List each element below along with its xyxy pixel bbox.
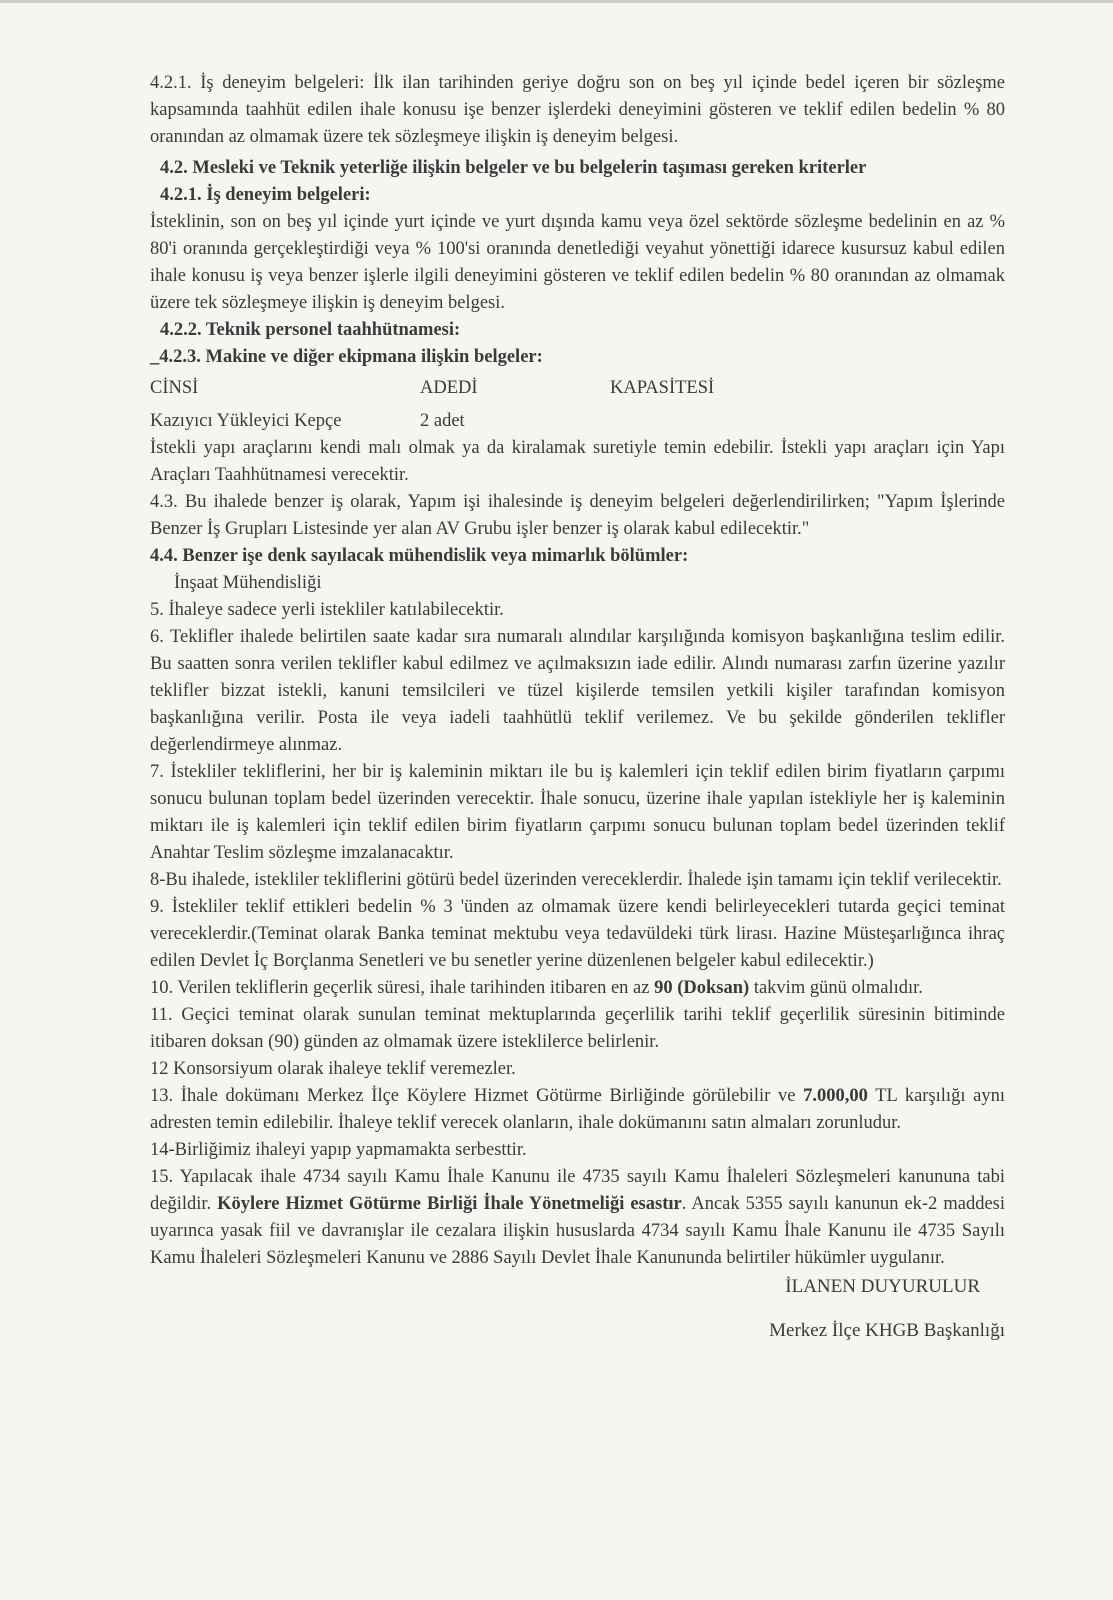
announcement-line: İLANEN DUYURULUR xyxy=(785,1276,980,1297)
scan-edge xyxy=(0,0,1113,3)
paragraph-13-text: 13. İhale dokümanı Merkez İlçe Köylere Hizmet Götürme Birliğinde görülebilir ve xyxy=(150,1086,804,1106)
paragraph-10-text: 10. Verilen tekliflerin geçerlik süresi, ihale tarihinden itibaren en az xyxy=(150,978,655,998)
paragraph-machines: İstekli yapı araçlarını kendi malı olmak ya da kiralamak suretiyle temin edebilir. İstekli yapı araçları için Yapı Araçları Taahhütnamesi verecektir. xyxy=(150,438,1005,485)
paragraph-5: 5. İhaleye sadece yerli istekliler katılabilecektir. xyxy=(150,600,504,620)
heading-4-2-1: 4.2.1. İş deneyim belgeleri: xyxy=(160,185,371,205)
paragraph-10 xyxy=(150,975,1005,1002)
paragraph-14: 14-Birliğimiz ihaleyi yapıp yapmamakta serbesttir. xyxy=(150,1140,527,1160)
paragraph-13-rest: TL karşılığı aynı adresten temin edilebilir. İhaleye teklif verecek olanların, ihale dokümanını satın almaları zorunludur. xyxy=(150,1086,1005,1133)
paragraph-4-2-1-b: İsteklinin, son on beş yıl içinde yurt içinde ve yurt dışında kamu veya özel sektörde sözleşme bedelinin en az % 80'i oranında gerçekleştirdiği veya % 100'si oranında denetlediği veyahut yönettiği idarece kusursuz kabul edilen ihale konusu iş veya benzer işlerle ilgili deneyimini gösteren ve teklif edilen bedelin % 80 oranından az olmamak üzere tek sözleşmeye ilişkin iş deneyim belgesi. xyxy=(150,212,1005,313)
equipment-capacity xyxy=(610,408,810,435)
paragraph-12: 12 Konsorsiyum olarak ihaleye teklif veremezler. xyxy=(150,1059,516,1079)
heading-4-2-2: 4.2.2. Teknik personel taahhütnamesi: xyxy=(160,320,461,340)
paragraph-9: 9. İstekliler teklif ettikleri bedelin % 3 'ünden az olmamak üzere kendi belirleyecekleri tutarda geçici teminat vereceklerdir.(Teminat olarak Banka teminat mektubu veya tedavüldeki türk lirası. Hazine Müsteşarlığınca ihraç edilen Devlet İç Borçlanma Senetleri ve bu senetler yerine düzenlenen belgeler kabul edilecektir.) xyxy=(150,897,1005,971)
issuer-line: Merkez İlçe KHGB Başkanlığı xyxy=(769,1320,1005,1341)
paragraph-4-3: 4.3. Bu ihalede benzer iş olarak, Yapım işi ihalesinde iş deneyim belgeleri değerlendirilirken; "Yapım İşlerinde Benzer İş Grupları Listesinde yer alan AV Grubu işler benzer iş olarak kabul edilecektir." xyxy=(150,492,1005,539)
header-kapasitesi: KAPASİTESİ xyxy=(610,378,715,398)
equipment-table-row xyxy=(150,408,1005,435)
paragraph-15-text: 15. Yapılacak ihale 4734 sayılı Kamu İhale Kanunu ile 4735 sayılı Kamu İhaleleri Sözleşmeleri kanununa tabi değildir. xyxy=(150,1167,1005,1214)
paragraph-15 xyxy=(150,1164,1005,1272)
paragraph-4-4: İnşaat Mühendisliği xyxy=(174,573,322,593)
equipment-count: 2 adet xyxy=(420,411,465,431)
paragraph-15-rest: . Ancak 5355 sayılı kanunun ek-2 maddesi uyarınca yasak fiil ve davranışlar ile cezalara ilişkin hususlarda 4734 sayılı Kamu İhale Kanunu ile 4735 Sayılı Kamu İhaleleri Sözleşmeleri Kanunu ve 2886 Sayılı Devlet İhale Kanununda belirtiler hükümler uygulanır. xyxy=(150,1194,1005,1268)
equipment-type: Kazıyıcı Yükleyici Kepçe xyxy=(150,411,342,431)
paragraph-11: 11. Geçici teminat olarak sunulan teminat mektuplarında geçerlilik tarihi teklif geçerlilik süresinin bitiminde itibaren doksan (90) günden az olmamak üzere isteklilerce belirlenir. xyxy=(150,1005,1005,1052)
paragraph-15-regulation: Köylere Hizmet Götürme Birliği İhale Yönetmeliği esastır xyxy=(217,1194,682,1214)
paragraph-13-price: 7.000,00 xyxy=(803,1086,868,1106)
paragraph-10-days: 90 (Doksan) xyxy=(654,978,750,998)
header-adedi: ADEDİ xyxy=(420,378,478,398)
heading-4-2: 4.2. Mesleki ve Teknik yeterliğe ilişkin belgeler ve bu belgelerin taşıması gereken kriterler xyxy=(160,158,867,178)
paragraph-8: 8-Bu ihalede, istekliler tekliflerini götürü bedel üzerinden vereceklerdir. İhalede işin tamamı için teklif verilecektir. xyxy=(150,870,1002,890)
paragraph-13 xyxy=(150,1083,1005,1137)
header-cinsi: CİNSİ xyxy=(150,378,199,398)
paragraph-4-2-1-a: 4.2.1. İş deneyim belgeleri: İlk ilan tarihinden geriye doğru son on beş yıl içinde bedel içeren bir sözleşme kapsamında taahhüt edilen ihale konusu işe benzer işlerdeki deneyimini gösteren ve teklif edilen bedelin % 80 oranından az olmamak üzere tek sözleşmeye ilişkin iş deneyim belgesi. xyxy=(150,73,1005,147)
paragraph-10-rest: takvim günü olmalıdır. xyxy=(749,978,923,998)
paragraph-6: 6. Teklifler ihalede belirtilen saate kadar sıra numaralı alındılar karşılığında komisyon başkanlığına teslim edilir. Bu saatten sonra verilen teklifler kabul edilmez ve açılmaksızın iade edilir. Alındı numarası zarfın üzerine yazılır teklifler bizzat istekli, kanuni temsilcileri ve tüzel kişilerde temsilen yetkili kişiler tarafından komisyon başkanlığına verilir. Posta ile veya iadeli taahhütlü teklif verilemez. Ve bu şekilde gönderilen teklifler değerlendirmeye alınmaz. xyxy=(150,627,1005,755)
heading-4-4: 4.4. Benzer işe denk sayılacak mühendislik veya mimarlık bölümler: xyxy=(150,546,689,566)
signature-block xyxy=(150,1272,1005,1346)
equipment-table-header xyxy=(150,375,1005,402)
paragraph-7: 7. İstekliler tekliflerini, her bir iş kaleminin miktarı ile bu iş kalemleri için teklif edilen birim fiyatların çarpımı sonucu bulunan toplam bedel üzerinden verecektir. İhale sonucu, üzerine ihale yapılan istekliyle her iş kaleminin miktarı ile iş kalemleri için teklif edilen birim fiyatların çarpımı sonucu bulunan toplam bedel üzerinden teklif Anahtar Teslim sözleşme imzalanacaktır. xyxy=(150,762,1005,863)
heading-4-2-3: _4.2.3. Makine ve diğer ekipmana ilişkin belgeler: xyxy=(150,347,543,367)
